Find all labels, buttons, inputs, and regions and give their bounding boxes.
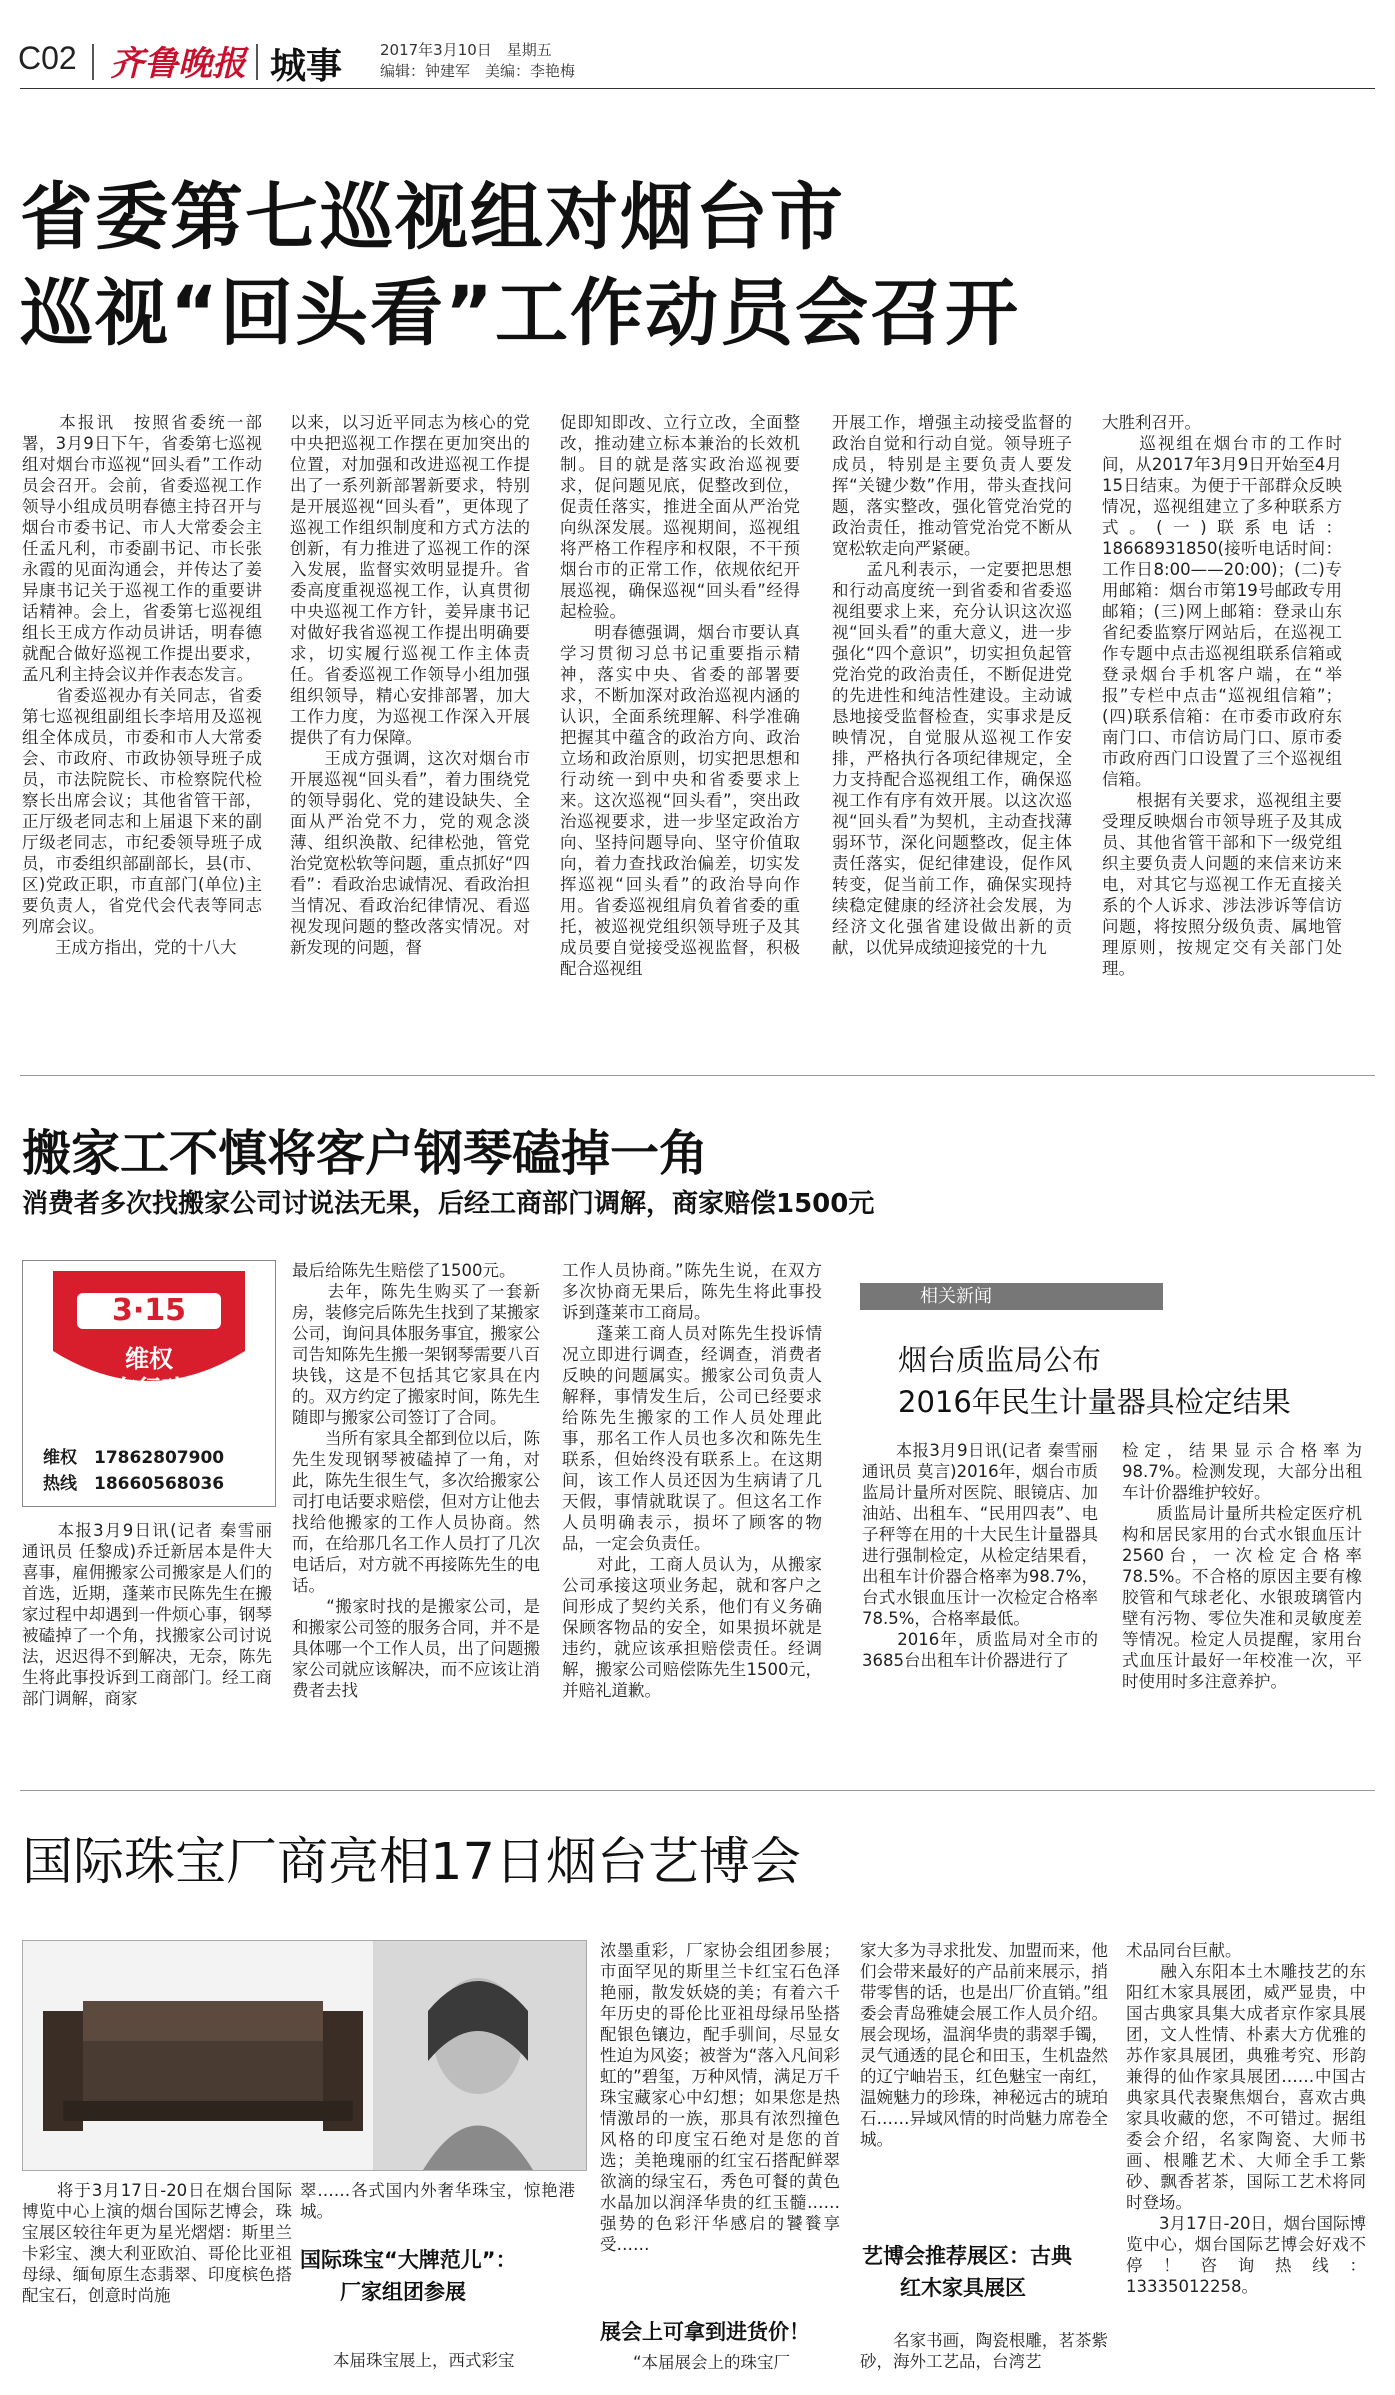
badge-315: 3·15 — [111, 1293, 187, 1328]
header-meta — [380, 40, 575, 82]
related-column-1: 本报3月9日讯(记者 秦雪丽 通讯员 莫言)2016年，烟台市质监局计量所对医院、眼镜店、加油站、出租车、“民用四表”、电子秤等在用的十大民生计量器具进行强制检定，从检定结果看，出租车计价器合格率为98.7%，台式水银血压计一次检定合格率78.5%，合格率最低。 2016年，质监局对全市的3685台出租车计价器进行了 — [862, 1441, 1098, 1670]
article3-subhead-3a: 艺博会推荐展区：古典 — [862, 2244, 1072, 2268]
article3-column-2b: 本届珠宝展上，西式彩宝 — [300, 2351, 515, 2370]
article3-column-4b: 名家书画，陶瓷根雕，茗茶紫砂，海外工艺品，台湾艺 — [860, 2331, 1108, 2371]
article1-headline-line2: 巡视“回头看”工作动员会召开 — [20, 271, 1020, 356]
related-news-bar: 相关新闻 — [860, 1283, 1163, 1310]
article3-subhead-1b: 厂家组团参展 — [340, 2280, 466, 2304]
badge-line2: 在行动 — [113, 1375, 185, 1403]
hotline-label-2: 热线 — [43, 1474, 77, 1494]
exhibition-photo — [22, 1940, 587, 2171]
article1-column-2: 以来，以习近平同志为核心的党中央把巡视工作摆在更加突出的位置，对加强和改进巡视工作提出了一系列新部署新要求，特别是开展巡视“回头看”，更体现了巡视工作组织制度和方式方法的创新，有力推进了巡视工作的深入发展，监督实效明显提升。省委高度重视巡视工作，认真贯彻中央巡视工作方针，姜异康书记对做好我省巡视工作提出明确要求，切实履行巡视工作主体责任。省委巡视工作领导小组加强组织领导，精心安排部署，加大工作力度，为巡视工作深入开展提供了有力保障。 王成方强调，这次对烟台市开展巡视“回头看”，着力围绕党的领导弱化、党的建设缺失、全面从严治党不力，党的观念淡薄、组织涣散、纪律松弛，管党治党宽松软等问题，重点抓好“四看”：看政治忠诚情况、看政治担当情况、看政治纪律情况、看巡视发现问题的整改落实情况。对新发现的问题，督 — [290, 413, 530, 957]
article3-column-1: 将于3月17日-20日在烟台国际博览中心上演的烟台国际艺博会，珠宝展区较往年更为星光熠熠：斯里兰卡彩宝、澳大利亚欧泊、哥伦比亚祖母绿、缅甸原生态翡翠、印度槟色搭配宝石，创意时尚施 — [22, 2181, 292, 2305]
badge-line1: 维权 — [125, 1345, 173, 1373]
article1-column-5: 大胜利召开。 巡视组在烟台市的工作时间，从2017年3月9日开始至4月15日结束。为便于干部群众反映情况，巡视组建立了多种联系方式。(一)联系电话：18668931850(接听电话时间：工作日8:00——20:00)；(二)专用邮箱：烟台市第19号邮政专用邮箱；(三)网上邮箱：登录山东省纪委监察厅网站后，在巡视工作专题中点击巡视组联系信箱或登录烟台手机客户端，在“举报”专栏中点击“巡视组信箱”；(四)联系信箱：在市委市政府东南门口、市信访局门口、原市委市政府西门口设置了三个巡视组信箱。 根据有关要求，巡视组主要受理反映烟台市领导班子及其成员、其他省管干部和下一级党组织主要负责人问题的来信来访来电，对其它与巡视工作无直接关系的个人诉求、涉法涉诉等信访问题，将按照分级负责、属地管理原则，按规定交有关部门处理。 — [1102, 413, 1342, 978]
consumer-rights-badge — [22, 1260, 276, 1507]
newspaper-brand: 齐鲁晚报 — [110, 44, 246, 84]
article1-headline-line1: 省委第七巡视组对烟台市 — [20, 175, 845, 260]
hotline-row-2 — [43, 1469, 224, 1494]
section-title: 城事 — [270, 46, 343, 87]
article2-column-1: 本报3月9日讯(记者 秦雪丽 通讯员 任黎成)乔迁新居本是件大喜事，雇佣搬家公司搬家是人们的首选，近期，蓬莱市民陈先生在搬家过程中却遇到一件烦心事，钢琴被磕掉了一个角，找搬家公司讨说法，迟迟得不到解决，无奈，陈先生将此事投诉到工商部门。经工商部门调解，商家 — [22, 1521, 278, 1708]
hotline-number-2: 18660568036 — [94, 1474, 225, 1494]
article3-column-2: 翠……各式国内外奢华珠宝，惊艳港城。 — [300, 2181, 575, 2221]
hotline-number-1: 17862807900 — [94, 1448, 225, 1468]
article3-column-3: 浓墨重彩，厂家协会组团参展；市面罕见的斯里兰卡红宝石色泽艳丽，散发妖娆的美；有着六千年历史的哥伦比亚祖母绿吊坠搭配银色镶边，配手驯间，尽显女性迫为风姿；被誉为“落入凡间彩虹的”碧玺，万种风情，满足万千珠宝藏家心中幻想；如果您是热情激昂的一族，那具有浓烈撞色风格的印度宝石绝对是您的首选；美艳瑰丽的红宝石搭配鲜翠欲滴的绿宝石，秀色可餐的黄色水晶加以润泽华贵的红玉髓……强势的色彩汗华感启的饕餮享受…… — [600, 1941, 840, 2254]
article3-column-3b: “本届展会上的珠宝厂 — [600, 2353, 791, 2372]
page-number: C02 — [18, 40, 77, 76]
article3-subhead-3b: 红木家具展区 — [900, 2276, 1026, 2300]
furniture-and-model-image — [23, 1941, 586, 2170]
header-divider — [92, 44, 94, 80]
article3-subhead-1a: 国际珠宝“大牌范儿”： — [300, 2248, 517, 2272]
header-divider-2 — [256, 44, 258, 80]
article1-column-3: 促即知即改、立行立改，全面整改，推动建立标本兼治的长效机制。目的就是落实政治巡视要求，促问题见底，促整改到位，促责任落实，推进全面从严治党向纵深发展。巡视期间，巡视组将严格工作程序和权限，不干预烟台市的正常工作，依规依纪开展巡视，确保巡视“回头看”经得起检验。 明春德强调，烟台市要认真学习贯彻习总书记重要指示精神，落实中央、省委的部署要求，不断加深对政治巡视内涵的认识，全面系统理解、科学准确把握其中蕴含的政治方向、政治立场和政治原则，切实把思想和行动统一到中央和省委要求上来。这次巡视“回头看”，突出政治巡视要求，进一步坚定政治方向、坚持问题导向、坚守价值取向，着力查找政治偏差，切实发挥巡视“回头看”的政治导向作用。省委巡视组肩负着省委的重托，被巡视党组织领导班子及其成员要自觉接受巡视监督，积极配合巡视组 — [560, 413, 800, 978]
section-rule — [20, 1075, 1375, 1076]
article3-subhead-2: 展会上可拿到进货价！ — [600, 2320, 810, 2344]
article2-column-3: 工作人员协商。”陈先生说，在双方多次协商无果后，陈先生将此事投诉到蓬莱市工商局。 蓬莱工商人员对陈先生投诉情况立即进行调查，经调查，消费者反映的问题属实。搬家公司负责人解释，事情发生后，公司已经要求给陈先生搬家的工作人员处理此事，那名工作人员也多次和陈先生联系，但始终没有联系上。在这期间，该工作人员还因为生病请了几天假，事情就耽误了。但这名工作人员明确表示，损坏了顾客的物品，一定会负责任。 对此，工商人员认为，从搬家公司承接这项业务起，就和客户之间形成了契约关系，他们有义务确保顾客物品的安全，如果损坏就是违约，就应该承担赔偿责任。经调解，搬家公司赔偿陈先生1500元，并赔礼道歉。 — [562, 1261, 822, 1700]
issue-date: 2017年3月10日 星期五 — [380, 41, 552, 59]
article3-column-4: 家大多为寻求批发、加盟而来，他们会带来最好的产品前来展示，捎带零售的话，也是出厂价直销。”组委会青岛雅婕会展工作人员介绍。展会现场，温润华贵的翡翠手镯，灵气通透的昆仑和田玉，生机盎然的辽宁岫岩玉，红色魅宝一南红，温婉魅力的珍珠，神秘远古的琥珀石……异域风情的时尚魅力席卷全城。 — [860, 1941, 1108, 2149]
article2-column-2: 最后给陈先生赔偿了1500元。 去年，陈先生购买了一套新房，装修完后陈先生找到了某搬家公司，询问具体服务事宜，搬家公司告知陈先生搬一架钢琴需要八百块钱，这是不包括其它家具在内的。双方约定了搬家时间，陈先生随即与搬家公司签订了合同。 当所有家具全都到位以后，陈先生发现钢琴被磕掉了一角，对此，陈先生很生气，多次给搬家公司打电话要求赔偿，但对方让他去找给他搬家的工作人员协商。然而，在给那几名工作人员打了几次电话后，对方就不再接陈先生的电话。 “搬家时找的是搬家公司，是和搬家公司签的服务合同，并不是具体哪一个工作人员，出了问题搬家公司就应该解决，而不应该让消费者去找 — [292, 1261, 540, 1700]
related-column-2: 检定，结果显示合格率为98.7%。检测发现，大部分出租车计价器维护较好。 质监局计量所共检定医疗机构和居民家用的台式水银血压计2560台，一次检定合格率78.5%。不合格的原因主要有橡胶管和气球老化、水银玻璃管内壁有污物、零位失准和灵敏度差等情况。检定人员提醒，家用台式血压计最好一年校准一次，平时使用时多注意养护。 — [1122, 1441, 1362, 1691]
article1-column-4: 开展工作，增强主动接受监督的政治自觉和行动自觉。领导班子成员，特别是主要负责人要发挥“关键少数”作用，带头查找问题，落实整改，强化管党治党的政治责任，推动管党治党不断从宽松软走向严紧硬。 孟凡利表示，一定要把思想和行动高度统一到省委和省委巡视组要求上来，充分认识这次巡视“回头看”的重大意义，进一步强化“四个意识”，切实担负起管党治党的政治责任，不断促进党的先进性和纯洁性建设。主动诚恳地接受监督检查，实事求是反映情况，自觉服从巡视工作安排，严格执行各项纪律规定，全力支持配合巡视组工作，确保巡视工作有序有效开展。以这次巡视“回头看”为契机，主动查找薄弱环节，深化问题整改，促主体责任落实，促纪律建设，促作风转变，促当前工作，确保实现持续稳定健康的经济社会发展，为经济文化强省建设做出新的贡献，以优异成绩迎接党的十九 — [832, 413, 1072, 957]
hotline-row-1 — [43, 1443, 224, 1468]
section-rule-2 — [20, 1790, 1375, 1791]
article1-column-1: 本报讯 按照省委统一部署，3月9日下午，省委第七巡视组对烟台市巡视“回头看”工作动员会召开。会前，省委巡视工作领导小组成员明春德主持召开与烟台市委书记、市人大常委会主任孟凡利，市委副书记、市长张永霞的见面沟通会，并传达了姜异康书记关于巡视工作的重要讲话精神。会上，省委第七巡视组组长王成方作动员讲话，明春德就配合做好巡视工作提出要求，孟凡利主持会议并作表态发言。 省委巡视办有关同志，省委第七巡视组副组长李培用及巡视组全体成员，市委和市人大常委会、市政府、市政协领导班子成员，市法院院长、市检察院代检察长出席会议；其他省管干部，正厅级老同志和上届退下来的副厅级老同志，市纪委领导班子成员，市委组织部副部长，县(市、区)党政正职，市直部门(单位)主要负责人，省党代会代表等同志列席会议。 王成方指出，党的十八大 — [22, 413, 262, 957]
editors: 编辑：钟建军 美编：李艳梅 — [380, 62, 576, 80]
article3-headline: 国际珠宝厂商亮相17日烟台艺博会 — [22, 1833, 801, 1892]
article2-subheadline: 消费者多次找搬家公司讨说法无果，后经工商部门调解，商家赔偿1500元 — [22, 1189, 875, 1219]
article3-column-5: 术品同台巨献。 融入东阳本土木雕技艺的东阳红木家具展团，威严显贵，中国古典家具集大成者京作家具展团，文人性情、朴素大方优雅的苏作家具展团，典雅考究、形韵兼得的仙作家具展团……中国古典家具代表聚焦烟台，喜欢古典家具收藏的您，不可错过。据组委会介绍，名家陶瓷、大师书画、根雕艺术、大师全手工紫砂、飘香茗茶，国际工艺术将同时登场。 3月17日-20日，烟台国际博览中心，烟台国际艺博会好戏不停！咨询热线：13335012258。 — [1126, 1941, 1366, 2296]
article2-headline: 搬家工不慎将客户钢琴磕掉一角 — [22, 1125, 709, 1182]
header-rule — [20, 88, 1375, 89]
hotline-label-1: 维权 — [43, 1448, 77, 1468]
related-title-line2: 2016年民生计量器具检定结果 — [898, 1385, 1291, 1419]
related-title-line1: 烟台质监局公布 — [898, 1343, 1102, 1377]
